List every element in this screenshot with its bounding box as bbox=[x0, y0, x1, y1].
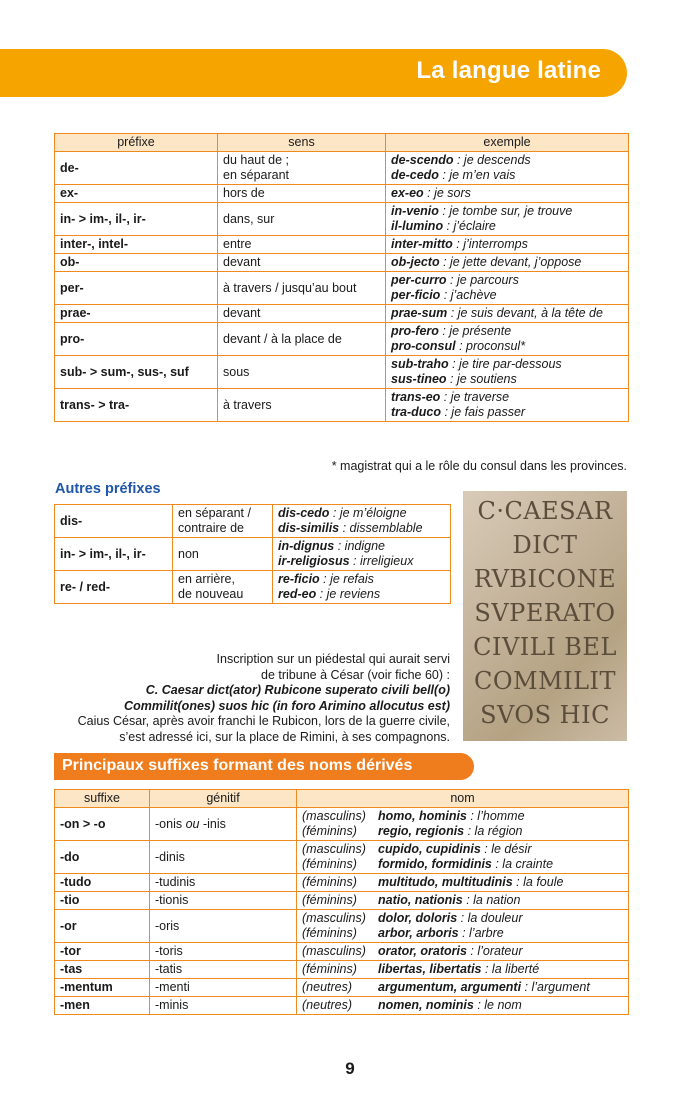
table-row bbox=[55, 505, 451, 538]
translation: : je fais passer bbox=[441, 405, 526, 419]
sens-line: de nouveau bbox=[178, 587, 244, 601]
genitif-text: -tatis bbox=[155, 962, 183, 976]
genitif-cell bbox=[150, 874, 297, 892]
exemple-line bbox=[391, 204, 623, 219]
translation: : indigne bbox=[334, 539, 385, 553]
translation: : j’éclaire bbox=[443, 219, 496, 233]
translation: : je présente bbox=[438, 324, 512, 338]
translation: : l’orateur bbox=[466, 944, 523, 958]
noun bbox=[378, 998, 522, 1012]
table-row bbox=[55, 910, 629, 943]
caption-translation-line: s’est adressé ici, sur la place de Rimini, à ses compagnons. bbox=[119, 729, 450, 744]
translation: : je refais bbox=[319, 572, 374, 586]
suffix-cell: -do bbox=[55, 841, 150, 874]
exemple-line bbox=[391, 339, 623, 354]
sens-line: dans, sur bbox=[223, 211, 275, 226]
latin-word: orator, oratoris bbox=[378, 944, 467, 958]
nom-line bbox=[302, 893, 623, 908]
section-band bbox=[54, 753, 474, 780]
latin-word: sus-tineo bbox=[391, 372, 447, 386]
column-header: nom bbox=[297, 790, 629, 808]
prefix-cell: in- > im-, il-, ir- bbox=[55, 203, 218, 236]
suffix-cell: -on > -o bbox=[55, 808, 150, 841]
prefix-cell: per- bbox=[55, 272, 218, 305]
prefix-cell: prae- bbox=[55, 305, 218, 323]
caption-intro-line: Inscription sur un piédestal qui aurait servi bbox=[216, 652, 450, 666]
table-row bbox=[55, 943, 629, 961]
table-row bbox=[55, 874, 629, 892]
translation: : j’achève bbox=[440, 288, 497, 302]
column-header: sens bbox=[218, 134, 386, 152]
gender-label: (neutres) bbox=[302, 980, 353, 994]
noun bbox=[378, 944, 523, 958]
suffix-cell: -tudo bbox=[55, 874, 150, 892]
table-row bbox=[55, 571, 451, 604]
prefix-cell: inter-, intel- bbox=[55, 236, 218, 254]
page-number: 9 bbox=[345, 1059, 355, 1078]
table-row bbox=[55, 305, 629, 323]
sens-cell bbox=[218, 236, 386, 254]
genitif-cell bbox=[150, 979, 297, 997]
column-header: exemple bbox=[386, 134, 629, 152]
section-title: Principaux suffixes formant des noms dérivés bbox=[62, 757, 413, 774]
sens-line: du haut de ; bbox=[223, 153, 290, 167]
latin-word: ob-jecto bbox=[391, 255, 440, 269]
translation: : je tire par-dessous bbox=[448, 357, 562, 371]
latin-word: arbor, arboris bbox=[378, 926, 459, 940]
translation: : le nom bbox=[473, 998, 522, 1012]
sens-line: en arrière, bbox=[178, 572, 235, 586]
translation: : je soutiens bbox=[446, 372, 517, 386]
exemple-line bbox=[391, 186, 623, 201]
latin-word: red-eo bbox=[278, 587, 317, 601]
nom-cell bbox=[297, 808, 629, 841]
table-row bbox=[55, 389, 629, 422]
latin-word: il-lumino bbox=[391, 219, 444, 233]
exemple-line bbox=[391, 405, 623, 420]
autres-prefixes-table bbox=[54, 504, 451, 604]
genitif-cell bbox=[150, 997, 297, 1015]
gender-label: (masculins) bbox=[302, 809, 366, 823]
gender-label: (féminins) bbox=[302, 962, 357, 976]
nom-cell bbox=[297, 892, 629, 910]
genitif-cell bbox=[150, 892, 297, 910]
nom-line bbox=[302, 926, 623, 941]
genitif-text: -onis bbox=[155, 816, 186, 831]
table-row bbox=[55, 808, 629, 841]
latin-word: per-curro bbox=[391, 273, 447, 287]
nom-line bbox=[302, 809, 623, 824]
nom-line bbox=[302, 875, 623, 890]
nom-line bbox=[302, 824, 623, 839]
exemple-cell bbox=[386, 272, 629, 305]
latin-word: ex-eo bbox=[391, 186, 424, 200]
sens-cell bbox=[218, 305, 386, 323]
latin-word: in-dignus bbox=[278, 539, 335, 553]
exemple-line bbox=[391, 372, 623, 387]
exemple-cell bbox=[386, 389, 629, 422]
noun bbox=[378, 962, 539, 976]
caption-latin-line: Commilit(ones) suos hic (in foro Arimino allocutus est) bbox=[124, 698, 450, 713]
gender-label: (neutres) bbox=[302, 998, 353, 1012]
genitif-text: -toris bbox=[155, 944, 183, 958]
exemple-line bbox=[391, 306, 623, 321]
gender-label: (masculins) bbox=[302, 911, 366, 925]
nom-line bbox=[302, 962, 623, 977]
table-row bbox=[55, 538, 451, 571]
latin-word: inter-mitto bbox=[391, 237, 453, 251]
translation: : je descends bbox=[453, 153, 531, 167]
translation: : l’homme bbox=[466, 809, 525, 823]
table-row bbox=[55, 892, 629, 910]
table-row bbox=[55, 152, 629, 185]
suffix-table bbox=[54, 789, 629, 1015]
latin-word: pro-fero bbox=[391, 324, 439, 338]
translation: : le désir bbox=[480, 842, 532, 856]
gender-label: (masculins) bbox=[302, 842, 366, 856]
translation: : l’argument bbox=[521, 980, 590, 994]
gender-label: (féminins) bbox=[302, 926, 357, 940]
gender-label: (féminins) bbox=[302, 893, 357, 907]
table-row bbox=[55, 356, 629, 389]
noun bbox=[378, 842, 532, 856]
latin-word: libertas, libertatis bbox=[378, 962, 482, 976]
translation: : dissemblable bbox=[339, 521, 423, 535]
autres-prefixes-heading: Autres préfixes bbox=[55, 481, 161, 497]
gender-label: (féminins) bbox=[302, 857, 357, 871]
translation: : je jette devant, j’oppose bbox=[439, 255, 582, 269]
genitif-cell bbox=[150, 808, 297, 841]
genitif-cell bbox=[150, 961, 297, 979]
caption-intro-line: de tribune à César (voir fiche 60) : bbox=[261, 667, 450, 682]
exemple-cell bbox=[386, 185, 629, 203]
nom-cell bbox=[297, 961, 629, 979]
latin-word: dis-similis bbox=[278, 521, 340, 535]
exemple-cell bbox=[386, 203, 629, 236]
latin-word: homo, hominis bbox=[378, 809, 467, 823]
header-band bbox=[0, 49, 627, 97]
translation: : la foule bbox=[512, 875, 564, 889]
translation: : je reviens bbox=[316, 587, 381, 601]
exemple-cell bbox=[386, 236, 629, 254]
nom-line bbox=[302, 980, 623, 995]
inscription-line: COMMILIT bbox=[473, 667, 617, 695]
noun bbox=[378, 809, 525, 823]
genitif-text: -inis bbox=[199, 816, 226, 831]
sens-line: hors de bbox=[223, 186, 265, 200]
prefix-cell: ex- bbox=[55, 185, 218, 203]
noun bbox=[378, 926, 504, 940]
exemple-line bbox=[278, 506, 445, 521]
genitif-cell bbox=[150, 910, 297, 943]
genitif-text: -minis bbox=[155, 998, 189, 1012]
genitif-cell bbox=[150, 841, 297, 874]
nom-cell bbox=[297, 910, 629, 943]
nom-cell bbox=[297, 874, 629, 892]
translation: : je m’en vais bbox=[438, 168, 516, 182]
sens-cell bbox=[173, 505, 273, 538]
sens-cell bbox=[218, 152, 386, 185]
latin-word: re-ficio bbox=[278, 572, 320, 586]
suffix-cell: -mentum bbox=[55, 979, 150, 997]
latin-word: per-ficio bbox=[391, 288, 441, 302]
sens-line: en séparant / bbox=[178, 506, 251, 520]
genitif-connector: ou bbox=[185, 816, 200, 831]
noun bbox=[378, 857, 553, 871]
sens-cell bbox=[173, 571, 273, 604]
sens-line: devant bbox=[223, 306, 261, 320]
gender-label: (masculins) bbox=[302, 944, 366, 958]
latin-word: formido, formidinis bbox=[378, 857, 492, 871]
translation: : je traverse bbox=[440, 390, 510, 404]
exemple-line bbox=[278, 539, 445, 554]
inscription-caption bbox=[50, 652, 450, 745]
sens-cell bbox=[218, 323, 386, 356]
latin-word: dolor, doloris bbox=[378, 911, 458, 925]
sens-line: contraire de bbox=[178, 521, 245, 535]
nom-cell bbox=[297, 841, 629, 874]
inscription-photo bbox=[463, 491, 627, 741]
caption-translation-line: Caius César, après avoir franchi le Rubicon, lors de la guerre civile, bbox=[77, 714, 450, 728]
inscription-line: SVOS HIC bbox=[480, 701, 610, 729]
sens-line: devant / à la place de bbox=[223, 331, 342, 346]
sens-cell bbox=[218, 254, 386, 272]
latin-word: cupido, cupidinis bbox=[378, 842, 481, 856]
inscription-line: DICT bbox=[512, 531, 578, 559]
prefix-cell: trans- > tra- bbox=[55, 389, 218, 422]
table-row bbox=[55, 236, 629, 254]
exemple-cell bbox=[386, 254, 629, 272]
translation: : je m’éloigne bbox=[329, 506, 407, 520]
nom-cell bbox=[297, 943, 629, 961]
exemple-line bbox=[391, 273, 623, 288]
noun bbox=[378, 824, 523, 838]
sens-cell bbox=[218, 389, 386, 422]
latin-word: nomen, nominis bbox=[378, 998, 474, 1012]
sens-line: entre bbox=[223, 237, 252, 251]
sens-cell bbox=[218, 272, 386, 305]
footnote: * magistrat qui a le rôle du consul dans les provinces. bbox=[331, 459, 627, 473]
table-row bbox=[55, 997, 629, 1015]
genitif-text: -tionis bbox=[155, 893, 189, 907]
exemple-line bbox=[391, 390, 623, 405]
exemple-cell bbox=[273, 571, 451, 604]
nom-cell bbox=[297, 997, 629, 1015]
latin-word: ir-religiosus bbox=[278, 554, 350, 568]
translation: : proconsul* bbox=[455, 339, 526, 353]
page-title: La langue latine bbox=[416, 57, 601, 84]
latin-word: in-venio bbox=[391, 204, 439, 218]
sens-cell bbox=[173, 538, 273, 571]
nom-line bbox=[302, 944, 623, 959]
suffix-cell: -or bbox=[55, 910, 150, 943]
exemple-line bbox=[278, 521, 445, 536]
noun bbox=[378, 875, 563, 889]
exemple-line bbox=[391, 153, 623, 168]
exemple-line bbox=[391, 219, 623, 234]
translation: : je suis devant, à la tête de bbox=[447, 306, 603, 320]
sens-cell bbox=[218, 203, 386, 236]
sens-cell bbox=[218, 356, 386, 389]
translation: : je tombe sur, je trouve bbox=[438, 204, 573, 218]
sens-line: devant bbox=[223, 255, 261, 269]
table-row bbox=[55, 185, 629, 203]
translation: : la liberté bbox=[481, 962, 540, 976]
nom-line bbox=[302, 842, 623, 857]
table-row bbox=[55, 979, 629, 997]
translation: : la douleur bbox=[457, 911, 523, 925]
latin-word: tra-duco bbox=[391, 405, 441, 419]
nom-line bbox=[302, 911, 623, 926]
column-header: suffixe bbox=[55, 790, 150, 808]
prefix-cell: dis- bbox=[55, 505, 173, 538]
translation: : la nation bbox=[462, 893, 521, 907]
table-row bbox=[55, 254, 629, 272]
exemple-line bbox=[278, 572, 445, 587]
gender-label: (féminins) bbox=[302, 875, 357, 889]
inscription-line: RVBICONE bbox=[473, 565, 617, 593]
latin-word: dis-cedo bbox=[278, 506, 330, 520]
translation: : je parcours bbox=[446, 273, 519, 287]
translation: : la région bbox=[464, 824, 523, 838]
sens-line: non bbox=[178, 546, 199, 561]
exemple-line bbox=[391, 288, 623, 303]
exemple-line bbox=[391, 168, 623, 183]
exemple-cell bbox=[386, 305, 629, 323]
genitif-text: -tudinis bbox=[155, 875, 196, 889]
nom-cell bbox=[297, 979, 629, 997]
latin-word: de-scendo bbox=[391, 153, 454, 167]
inscription-line: C·CAESAR bbox=[477, 497, 613, 525]
translation: : je sors bbox=[423, 186, 471, 200]
prefix-cell: in- > im-, il-, ir- bbox=[55, 538, 173, 571]
nom-line bbox=[302, 998, 623, 1013]
prefix-cell: re- / red- bbox=[55, 571, 173, 604]
sens-line: en séparant bbox=[223, 168, 290, 182]
latin-word: pro-consul bbox=[391, 339, 456, 353]
table-row bbox=[55, 203, 629, 236]
latin-word: natio, nationis bbox=[378, 893, 463, 907]
prefix-cell: de- bbox=[55, 152, 218, 185]
exemple-cell bbox=[273, 505, 451, 538]
suffix-cell: -tor bbox=[55, 943, 150, 961]
translation: : l’arbre bbox=[458, 926, 504, 940]
latin-word: sub-traho bbox=[391, 357, 449, 371]
latin-word: regio, regionis bbox=[378, 824, 465, 838]
exemple-cell bbox=[386, 323, 629, 356]
genitif-text: -oris bbox=[155, 918, 180, 933]
sens-line: à travers / jusqu’au bout bbox=[223, 280, 357, 295]
exemple-cell bbox=[273, 538, 451, 571]
noun bbox=[378, 911, 523, 925]
table-row bbox=[55, 272, 629, 305]
sens-cell bbox=[218, 185, 386, 203]
suffix-cell: -tio bbox=[55, 892, 150, 910]
exemple-line bbox=[278, 554, 445, 569]
latin-word: de-cedo bbox=[391, 168, 439, 182]
exemple-line bbox=[391, 237, 623, 252]
latin-word: prae-sum bbox=[391, 306, 448, 320]
column-header: préfixe bbox=[55, 134, 218, 152]
latin-word: multitudo, multitudinis bbox=[378, 875, 513, 889]
table-row bbox=[55, 961, 629, 979]
caption-latin-line: C. Caesar dict(ator) Rubicone superato civili bell(o) bbox=[145, 683, 450, 697]
exemple-line bbox=[278, 587, 445, 602]
column-header: génitif bbox=[150, 790, 297, 808]
nom-line bbox=[302, 857, 623, 872]
exemple-line bbox=[391, 324, 623, 339]
prefix-cell: ob- bbox=[55, 254, 218, 272]
exemple-cell bbox=[386, 356, 629, 389]
translation: : irreligieux bbox=[349, 554, 414, 568]
prefix-cell: sub- > sum-, sus-, suf bbox=[55, 356, 218, 389]
latin-word: trans-eo bbox=[391, 390, 441, 404]
gender-label: (féminins) bbox=[302, 824, 357, 838]
genitif-text: -menti bbox=[155, 980, 190, 994]
prefix-table bbox=[54, 133, 629, 422]
inscription-line: CIVILI BEL bbox=[473, 633, 617, 661]
suffix-cell: -tas bbox=[55, 961, 150, 979]
latin-word: argumentum, argumenti bbox=[378, 980, 522, 994]
prefix-cell: pro- bbox=[55, 323, 218, 356]
translation: : j’interromps bbox=[452, 237, 528, 251]
table-row bbox=[55, 323, 629, 356]
genitif-text: -dinis bbox=[155, 849, 185, 864]
exemple-line bbox=[391, 357, 623, 372]
genitif-cell bbox=[150, 943, 297, 961]
sens-line: à travers bbox=[223, 397, 272, 412]
noun bbox=[378, 980, 590, 994]
suffix-cell: -men bbox=[55, 997, 150, 1015]
exemple-cell bbox=[386, 152, 629, 185]
sens-line: sous bbox=[223, 364, 250, 379]
table-row bbox=[55, 841, 629, 874]
exemple-line bbox=[391, 255, 623, 270]
translation: : la crainte bbox=[491, 857, 554, 871]
inscription-line: SVPERATO bbox=[474, 599, 616, 627]
noun bbox=[378, 893, 520, 907]
